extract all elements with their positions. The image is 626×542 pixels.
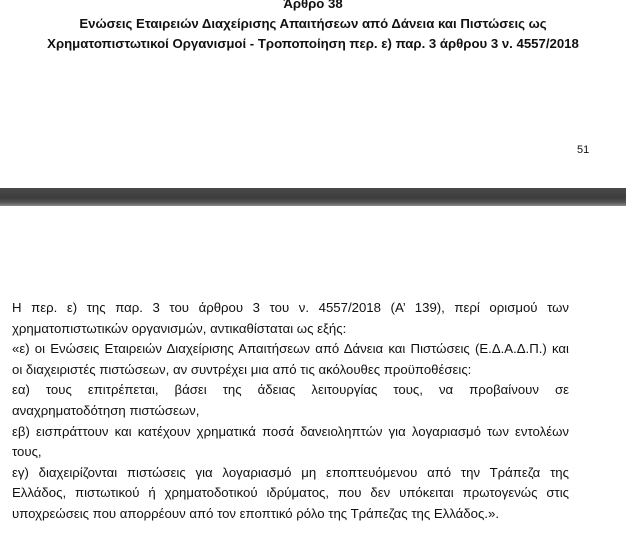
body-line: χρηματοπιστωτικών οργανισμών, αντικαθίσταται ως εξής:	[12, 320, 347, 336]
body-line: Η περ. ε) της παρ. 3 του άρθρου 3 του ν. 4557/2018 (Α’ 139), περί ορισμού των	[12, 300, 569, 315]
article-body	[12, 298, 569, 525]
body-line: τους,	[12, 444, 42, 460]
body-line: υποχρεώσεις που απορρέουν από τον εποπτικό ρόλο της Τράπεζας της Ελλάδος.».	[12, 505, 499, 521]
article-title-line-2: Χρηματοπιστωτικοί Οργανισμοί - Τροποποίηση περ. ε) παρ. 3 άρθρου 3 ν. 4557/2018	[47, 36, 579, 51]
article-number: Άρθρο 38	[283, 0, 343, 11]
body-line: Ελλάδος, πιστωτικού ή χρηματοδοτικού ιδρύματος, που δεν υπόκειται πρωτογενώς στις	[12, 485, 569, 501]
page-number: 51	[577, 144, 590, 156]
body-line: εγ) διαχειρίζονται πιστώσεις για λογαριασμό μη εποπτευόμενου από την Τράπεζα της	[12, 464, 569, 480]
previous-page-area	[0, 0, 626, 188]
body-line: εβ) εισπράττουν και κατέχουν χρηματικά ποσά δανειοληπτών για λογαριασμό των εντολέων	[12, 423, 569, 439]
article-heading	[0, 0, 626, 54]
body-line: οι διαχειριστές πιστώσεων, αν συντρέχει μια από τις ακόλουθες προϋποθέσεις:	[12, 361, 472, 377]
article-title-line-1: Ενώσεις Εταιρειών Διαχείρισης Απαιτήσεων από Δάνεια και Πιστώσεις ως	[79, 16, 547, 31]
body-line: «ε) οι Ενώσεις Εταιρειών Διαχείρισης Απαιτήσεων από Δάνεια και Πιστώσεις (Ε.Δ.Α.Δ.Π.) και	[12, 341, 569, 357]
page-separator	[0, 188, 626, 206]
body-line: εα) τους επιτρέπεται, βάσει της άδειας λειτουργίας τους, να προβαίνουν σε	[12, 382, 569, 398]
body-line: αναχρηματοδότηση πιστώσεων,	[12, 402, 200, 418]
